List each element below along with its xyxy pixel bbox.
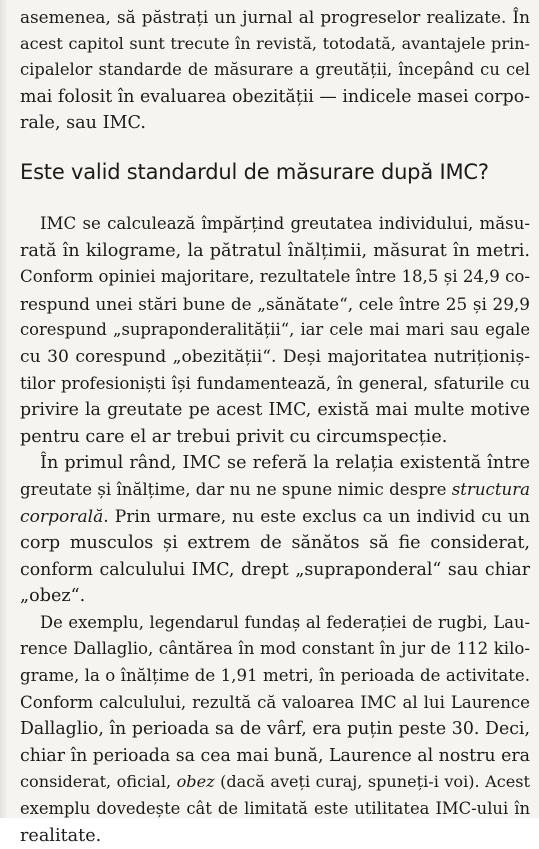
text-line [20, 477, 530, 504]
text-line: exemplu dovedește cât de limitată este utilitatea IMC-ului în [20, 799, 530, 819]
text-line: privire la greutate pe acest IMC, există mai multe motive [20, 400, 530, 421]
italic-term: corporală [20, 506, 104, 527]
text-line: grame, la o înălțime de 1,91 metri, în perioada de activitate. [20, 666, 530, 686]
text-line: rată în kilograme, la pătratul înălțimii, măsurat în metri. [20, 240, 530, 261]
text-line: IMC se calculează împărțind greutatea individului, măsu- [40, 213, 530, 233]
text-line: corespund „supraponderalității“, iar cele mai mari sau egale [20, 320, 530, 340]
section-heading: Este valid standardul de măsurare după IMC? [20, 159, 489, 184]
text-fragment: considerat, oficial, [20, 772, 172, 792]
text-line: Conform calculului, rezultă că valoarea IMC al lui Laurence [20, 692, 530, 712]
italic-term: obez [176, 772, 215, 792]
paragraph-body-structure [20, 450, 530, 610]
text-line: rale, sau IMC. [20, 113, 146, 134]
text-line: pentru care el ar trebui privit cu circumspecție. [20, 426, 448, 447]
text-fragment: (dacă aveți curaj, spuneți-i voi). Acest [220, 772, 531, 792]
text-line [20, 769, 530, 796]
text-line: cipalelor standarde de măsurare a greutății, începând cu cel [20, 60, 530, 80]
text-line: mai folosit în evaluarea obezității — indicele masei corpo- [20, 86, 530, 107]
text-line: tilor profesioniști își fundamentează, în general, sfaturile cu [20, 373, 530, 393]
text-line: „obez“. [20, 586, 86, 607]
text-line: asemenea, să păstrați un jurnal al progreselor realizate. În [20, 7, 530, 27]
text-line: corp musculos și extrem de sănătos să fie considerat, [20, 533, 530, 554]
text-line: De exemplu, legendarul fundaș al federației de rugbi, Lau- [40, 612, 530, 632]
text-line: conform calculului IMC, drept „supraponderal“ sau chiar [20, 559, 530, 580]
paragraph-dallaglio-example [20, 610, 530, 849]
text-fragment: . Prin urmare, nu este exclus ca un individ cu un [103, 506, 530, 527]
text-line: Conform opiniei majoritare, rezultatele între 18,5 și 24,9 co- [20, 267, 530, 287]
text-line: În primul rând, IMC se referă la relația existentă între [40, 453, 530, 474]
page-text [20, 4, 530, 849]
text-line: respund unei stări bune de „sănătate“, cele între 25 și 29,9 [20, 293, 530, 314]
text-line: chiar în perioada sa cea mai bună, Laurence al nostru era [20, 745, 530, 766]
text-fragment: greutate și înălțime, dar nu ne spune nimic despre [20, 479, 447, 499]
page-gutter-shadow [0, 0, 8, 818]
paragraph-imc-definition [20, 211, 530, 450]
text-line: rence Dallaglio, cântărea în mod constant în jur de 112 kilo- [20, 639, 530, 659]
text-line [20, 504, 530, 531]
intro-paragraph [20, 4, 530, 137]
text-line: acest capitol sunt trecute în revistă, totodată, avantajele prin- [20, 33, 530, 53]
text-line: Dallaglio, în perioada sa de vârf, era puțin peste 30. Deci, [20, 719, 530, 740]
text-line: realitate. [20, 825, 102, 846]
italic-term: structura [451, 479, 531, 499]
text-line: cu 30 corespund „obezității“. Deși majoritatea nutriționiș- [20, 346, 530, 367]
